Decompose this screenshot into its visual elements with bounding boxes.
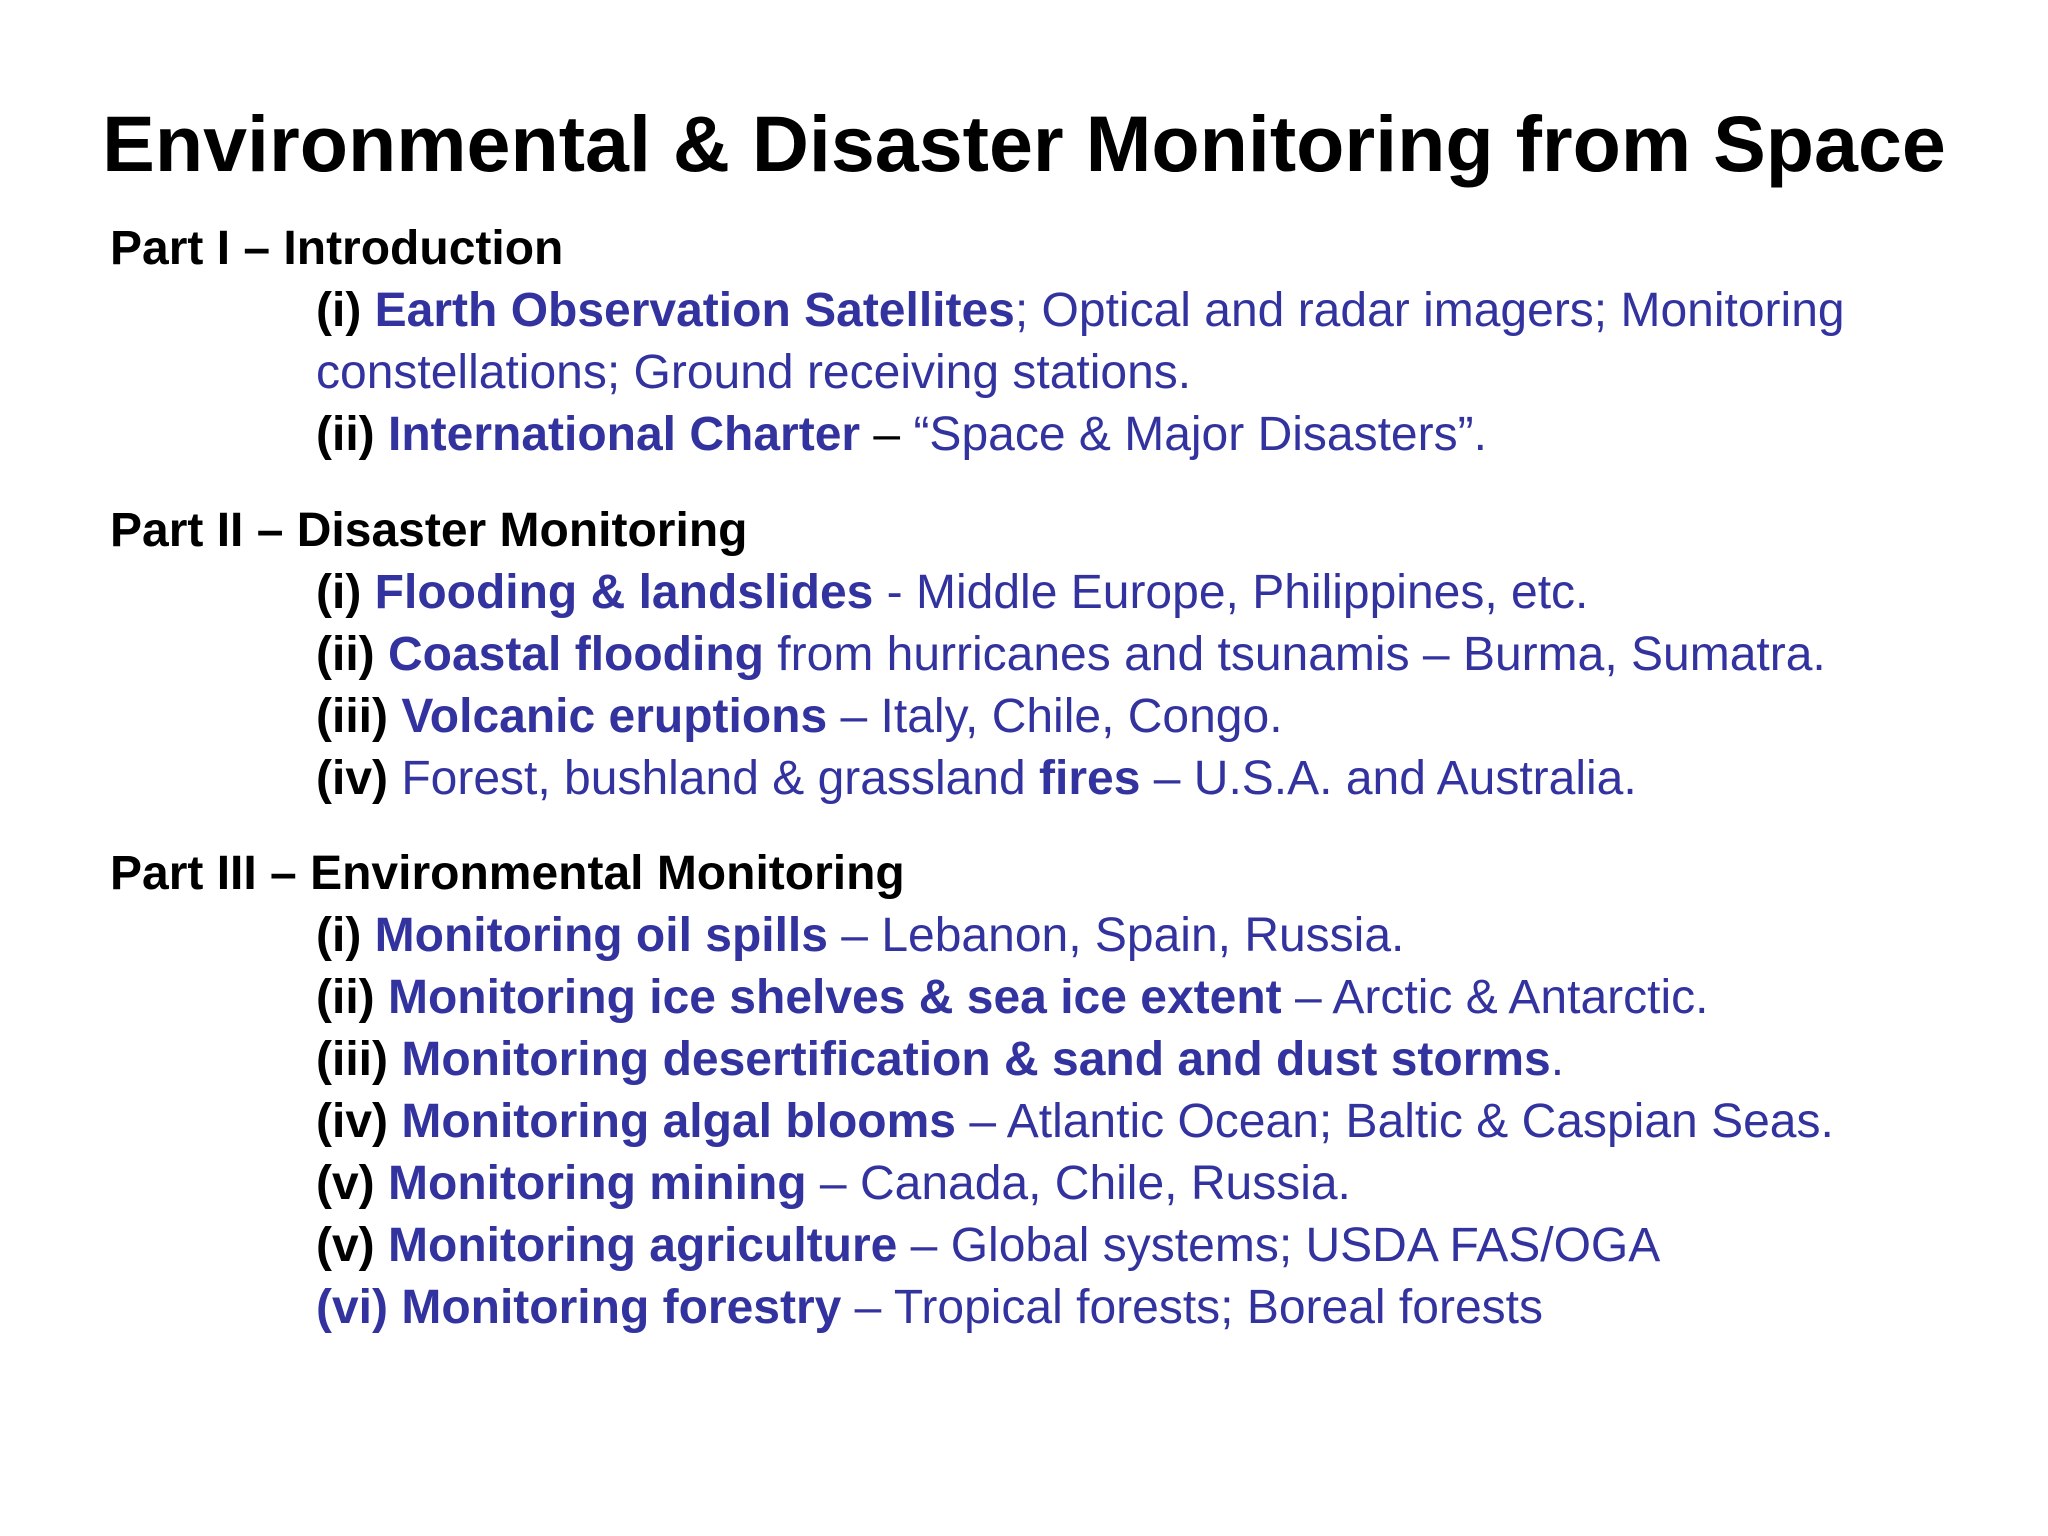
item-number: (v) (316, 1157, 375, 1210)
part-heading: Part I – Introduction (110, 222, 564, 275)
item-dash: – (860, 408, 914, 461)
list-item (316, 1091, 1996, 1153)
list-item (316, 686, 1996, 748)
item-text: – U.S.A. and Australia. (1140, 752, 1637, 805)
item-text: – Lebanon, Spain, Russia. (827, 909, 1405, 962)
item-number: (i) (316, 566, 362, 619)
item-number: (ii) (316, 408, 375, 461)
item-number: (iii) (316, 690, 388, 743)
item-emphasis: Earth Observation Satellites (374, 284, 1015, 337)
list-item (316, 1153, 1996, 1215)
part-heading: Part III – Environmental Monitoring (110, 847, 905, 900)
list-item (316, 748, 1996, 810)
slide-title: Environmental & Disaster Monitoring from Space (102, 99, 1946, 188)
item-emphasis: Volcanic eruptions (401, 690, 828, 743)
item-number: (iii) (316, 1033, 388, 1086)
item-emphasis: Flooding & landslides (374, 566, 874, 619)
list-item (316, 905, 1996, 967)
item-text: – Atlantic Ocean; Baltic & Caspian Seas. (956, 1095, 1834, 1148)
item-number: (vi) (316, 1281, 388, 1334)
item-emphasis: Monitoring agriculture (388, 1219, 898, 1272)
item-number: (iv) (316, 752, 388, 805)
item-emphasis: Monitoring forestry (401, 1281, 842, 1334)
item-emphasis: International Charter (387, 408, 861, 461)
item-number: (ii) (316, 628, 375, 681)
item-number: (v) (316, 1219, 375, 1272)
item-text: . (1550, 1033, 1565, 1086)
list-item (316, 280, 1996, 404)
item-text: – Canada, Chile, Russia. (806, 1157, 1351, 1210)
item-emphasis: Monitoring oil spills (374, 909, 828, 962)
item-emphasis: Monitoring mining (388, 1157, 807, 1210)
item-emphasis: Monitoring ice shelves & sea ice extent (387, 971, 1282, 1024)
part-environmental-monitoring (0, 843, 2048, 1339)
item-number: (i) (316, 909, 362, 962)
list-item (316, 1029, 1996, 1091)
part-introduction (0, 218, 2048, 466)
list-item (316, 1277, 1996, 1339)
item-text: – Global systems; USDA FAS/OGA (897, 1219, 1661, 1272)
list-item (316, 967, 1996, 1029)
item-pre-text: Forest, bushland & grassland (401, 752, 1040, 805)
item-emphasis: Coastal flooding (387, 628, 764, 681)
part-heading: Part II – Disaster Monitoring (110, 504, 748, 557)
item-text: from hurricanes and tsunamis – Burma, Sumatra. (763, 628, 1826, 681)
item-text: ; Optical and radar imagers; Monitoring constellations; Ground receiving stations. (316, 284, 1845, 399)
list-item (316, 1215, 1996, 1277)
list-item (316, 624, 1996, 686)
item-number: (ii) (316, 971, 375, 1024)
item-text: – Tropical forests; Boreal forests (841, 1281, 1543, 1334)
item-text: - Middle Europe, Philippines, etc. (873, 566, 1589, 619)
item-text: – Italy, Chile, Congo. (827, 690, 1283, 743)
list-item (316, 562, 1996, 624)
item-text: – Arctic & Antarctic. (1281, 971, 1709, 1024)
part-disaster-monitoring (0, 500, 2048, 810)
item-number: (iv) (316, 1095, 388, 1148)
item-emphasis: fires (1039, 752, 1141, 805)
item-text: “Space & Major Disasters”. (913, 408, 1487, 461)
list-item (316, 404, 1996, 466)
item-number: (i) (316, 284, 362, 337)
item-emphasis: Monitoring desertification & sand and dust storms (401, 1033, 1551, 1086)
item-emphasis: Monitoring algal blooms (401, 1095, 956, 1148)
